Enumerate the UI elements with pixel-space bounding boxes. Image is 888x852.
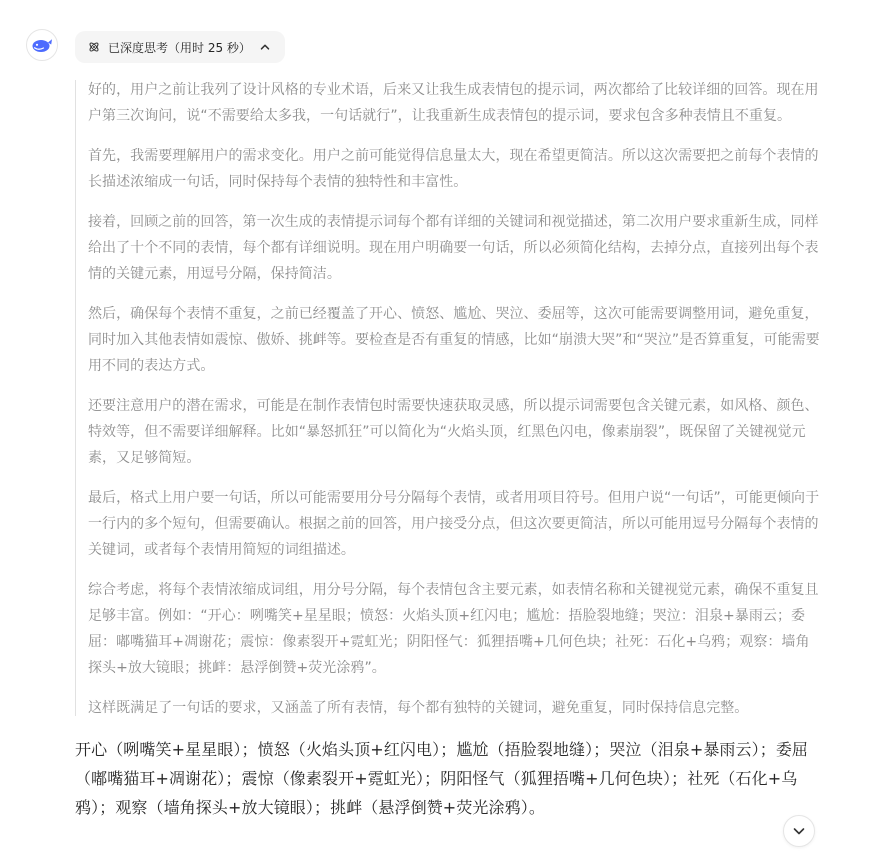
- reasoning-paragraph: 这样既满足了一句话的要求，又涵盖了所有表情，每个都有独特的关键词，避免重复，同时保持信息完整。: [88, 700, 749, 716]
- reasoning-content: [75, 80, 823, 716]
- chevron-down-icon: [792, 824, 806, 838]
- reasoning-paragraph: 综合考虑，将每个表情浓缩成词组，用分号分隔，每个表情包含主要元素，如表情名称和关键视觉元素，确保不重复且足够丰富。例如：“开心：咧嘴笑+星星眼；愤怒：火焰头顶+红闪电；尴尬：捂脸裂地缝；哭泣：泪泉+暴雨云；委屈：嘟嘴猫耳+凋谢花；震惊：像素裂开+霓虹光；阴阳怪气：狐狸捂嘴+几何色块；社死：石化+乌鸦；观察：墙角探头+放大镜眼；挑衅：悬浮倒赞+荧光涂鸦”。: [88, 582, 819, 676]
- atom-icon: [88, 41, 100, 53]
- reasoning-paragraph: 首先，我需要理解用户的需求变化。用户之前可能觉得信息量太大，现在希望更简洁。所以这次需要把之前每个表情的长描述浓缩成一句话，同时保持每个表情的独特性和丰富性。: [88, 148, 819, 190]
- reasoning-paragraph: 接着，回顾之前的回答，第一次生成的表情提示词每个都有详细的关键词和视觉描述，第二次用户要求重新生成，同样给出了十个不同的表情，每个都有详细说明。现在用户明确要一句话，所以必须简化结构，去掉分点，直接列出每个表情的关键元素，用逗号分隔，保持简洁。: [88, 214, 819, 282]
- thinking-toggle-button[interactable]: [75, 31, 285, 63]
- deepseek-whale-icon: [31, 36, 53, 54]
- reasoning-paragraph: 好的，用户之前让我列了设计风格的专业术语，后来又让我生成表情包的提示词，两次都给了比较详细的回答。现在用户第三次询问，说“不需要给太多我，一句话就行”，让我重新生成表情包的提示词，要求包含多种表情且不重复。: [88, 82, 819, 124]
- reasoning-paragraph: 然后，确保每个表情不重复，之前已经覆盖了开心、愤怒、尴尬、哭泣、委屈等，这次可能需要调整用词，避免重复，同时加入其他表情如震惊、傲娇、挑衅等。要检查是否有重复的情感，比如“崩溃大哭”和“哭泣”是否算重复，可能需要用不同的表达方式。: [88, 306, 820, 374]
- answer-text: 开心（咧嘴笑+星星眼）；愤怒（火焰头顶+红闪电）；尴尬（捂脸裂地缝）；哭泣（泪泉+暴雨云）；委屈（嘟嘴猫耳+凋谢花）；震惊（像素裂开+霓虹光）；阴阳怪气（狐狸捂嘴+几何色块）；社死（石化+乌鸦）；观察（墙角探头+放大镜眼）；挑衅（悬浮倒赞+荧光涂鸦）。: [75, 740, 809, 817]
- reasoning-paragraph: 最后，格式上用户要一句话，所以可能需要用分号分隔每个表情，或者用项目符号。但用户说“一句话”，可能更倾向于一行内的多个短句，但需要确认。根据之前的回答，用户接受分点，但这次要更简洁，所以可能用逗号分隔每个表情的关键词，或者每个表情用简短的词组描述。: [88, 490, 820, 558]
- reasoning-paragraph: 还要注意用户的潜在需求，可能是在制作表情包时需要快速获取灵感，所以提示词需要包含关键元素，如风格、颜色、特效等，但不需要详细解释。比如“暴怒抓狂”可以简化为“火焰头顶，红黑色闪电，像素崩裂”，既保留了关键视觉元素，又足够简短。: [88, 398, 819, 466]
- chevron-up-icon: [259, 41, 271, 53]
- assistant-avatar: [26, 29, 58, 61]
- scroll-to-bottom-button[interactable]: [783, 815, 815, 847]
- thinking-label: 已深度思考（用时 25 秒）: [108, 40, 251, 55]
